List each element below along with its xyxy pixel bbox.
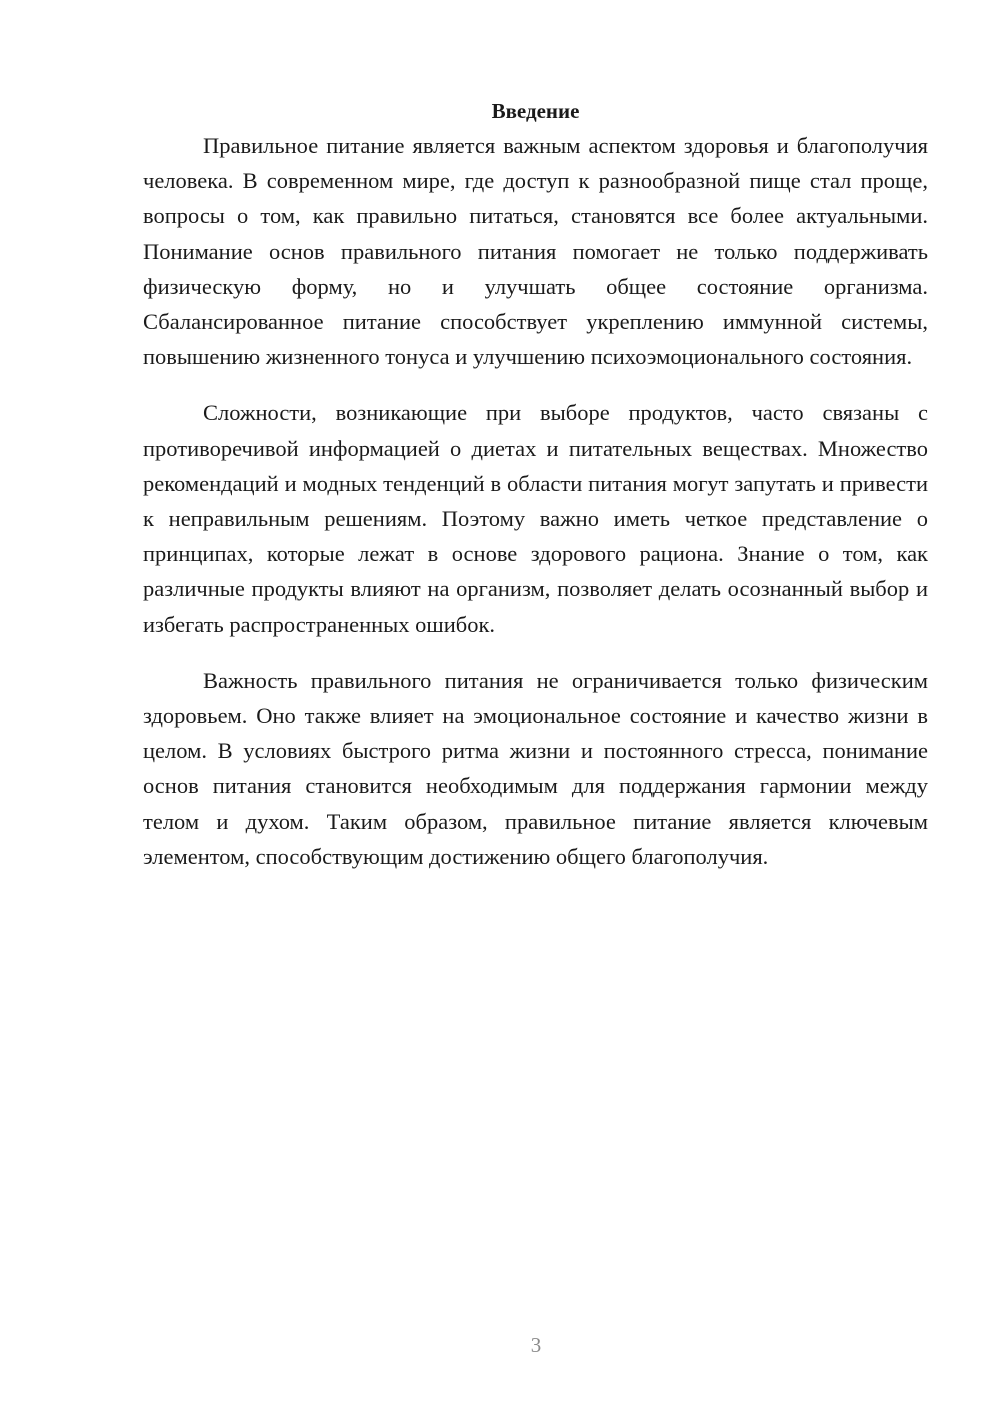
paragraph-2: Сложности, возникающие при выборе продуктов, часто связаны с противоречивой информацией о диетах и питательных веществах. Множество рекомендаций и модных тенденций в области питания могут запутать и привести к неправильным решениям. Поэтому важно иметь четкое представление о принципах, которые лежат в основе здорового рациона. Знание о том, как различные продукты влияют на организм, позволяет делать осознанный выбор и избегать распространенных ошибок. xyxy=(143,400,928,637)
paragraph-1: Правильное питание является важным аспектом здоровья и благополучия человека. В современном мире, где доступ к разнообразной пище стал проще, вопросы о том, как правильно питаться, становятся все более актуальными. Понимание основ правильного питания помогает не только поддерживать физическую форму, но и улучшать общее состояние организма. Сбалансированное питание способствует укреплению иммунной системы, повышению жизненного тонуса и улучшению психоэмоционального состояния. xyxy=(143,133,928,370)
paragraph-3: Важность правильного питания не ограничивается только физическим здоровьем. Оно также влияет на эмоциональное состояние и качество жизни в целом. В условиях быстрого ритма жизни и постоянного стресса, понимание основ питания становится необходимым для поддержания гармонии между телом и духом. Таким образом, правильное питание является ключевым элементом, способствующим достижению общего благополучия. xyxy=(143,667,928,869)
page-content xyxy=(143,96,928,874)
section-heading: Введение xyxy=(491,99,580,123)
page-number: 3 xyxy=(530,1333,542,1357)
